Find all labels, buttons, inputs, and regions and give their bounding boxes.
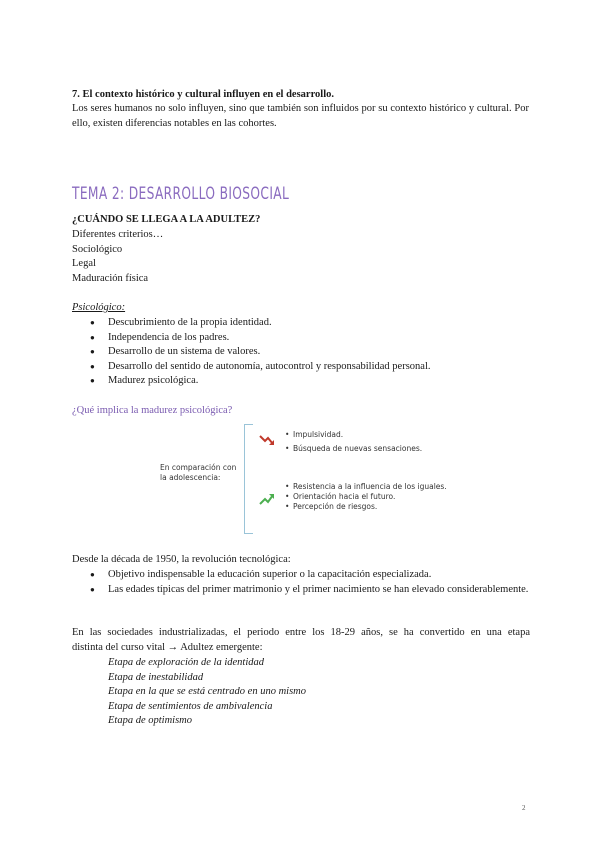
- criteria-item: Diferentes criterios…: [72, 229, 164, 240]
- increase-list: [285, 482, 485, 512]
- since-1950-item: ● Las edades típicas del primer matrimonio y el primer nacimiento se han elevado considerablemente.: [72, 583, 530, 598]
- emergente-stages: [108, 656, 408, 729]
- stage-item: Etapa de sentimientos de ambivalencia: [108, 700, 273, 712]
- psicologico-item: ● Independencia de los padres.: [72, 331, 532, 346]
- section-7-title: 7. El contexto histórico y cultural influyen en el desarrollo.: [72, 89, 334, 100]
- criteria-item: Maduración física: [72, 272, 149, 284]
- section-7-body: Los seres humanos no solo influyen, sino que también son influidos por su contexto histórico y cultural. Por ello, existen diferencias notables en las cohortes.: [72, 103, 529, 129]
- stage-item: Etapa de inestabilidad: [108, 671, 204, 683]
- psicologico-item: ● Desarrollo del sentido de autonomía, autocontrol y responsabilidad personal.: [72, 360, 532, 375]
- madurez-question: ¿Qué implica la madurez psicológica?: [72, 405, 233, 416]
- decrease-item: • Impulsividad.: [285, 430, 485, 440]
- page-number: 2: [522, 804, 526, 812]
- decrease-trend-icon: [258, 433, 276, 447]
- diagram-bracket: [244, 424, 253, 534]
- adultez-question: ¿CUÁNDO SE LLEGA A LA ADULTEZ?: [72, 214, 261, 225]
- psicologico-item: ● Desarrollo de un sistema de valores.: [72, 345, 532, 360]
- psicologico-list: [72, 316, 532, 389]
- since-1950-item: ● Objetivo indispensable la educación superior o la capacitación especializada.: [72, 568, 530, 583]
- psicologico-item: ● Descubrimiento de la propia identidad.: [72, 316, 532, 331]
- stage-item: Etapa en la que se está centrado en uno mismo: [108, 686, 307, 697]
- tema-2-heading: TEMA 2: DESARROLLO BIOSOCIAL: [72, 184, 290, 204]
- criteria-item: Legal: [72, 258, 96, 269]
- criteria-list: [72, 228, 372, 286]
- increase-item: • Resistencia a la influencia de los iguales.: [285, 482, 485, 492]
- diagram-center-label: En comparación con la adolescencia:: [160, 463, 237, 482]
- since-1950-list: [72, 568, 530, 597]
- emergente-line-1: En las sociedades industrializadas, el periodo entre los 18-29 años, se ha convertido en una etapa: [72, 627, 530, 638]
- criteria-item: Sociológico: [72, 243, 123, 255]
- emergente-line-2: distinta del curso vital → Adultez emergente:: [72, 642, 263, 653]
- increase-trend-icon: [258, 492, 276, 506]
- increase-item: • Percepción de riesgos.: [285, 502, 485, 512]
- increase-item: • Orientación hacia el futuro.: [285, 492, 485, 502]
- stage-item: Etapa de exploración de la identidad: [108, 657, 265, 668]
- decrease-item: • Búsqueda de nuevas sensaciones.: [285, 444, 485, 454]
- stage-item: Etapa de optimismo: [108, 715, 192, 726]
- decrease-list: [285, 430, 485, 454]
- psicologico-item: ● Madurez psicológica.: [72, 374, 532, 389]
- since-1950-intro: Desde la década de 1950, la revolución tecnológica:: [72, 554, 291, 565]
- psicologico-label: Psicológico:: [72, 302, 126, 313]
